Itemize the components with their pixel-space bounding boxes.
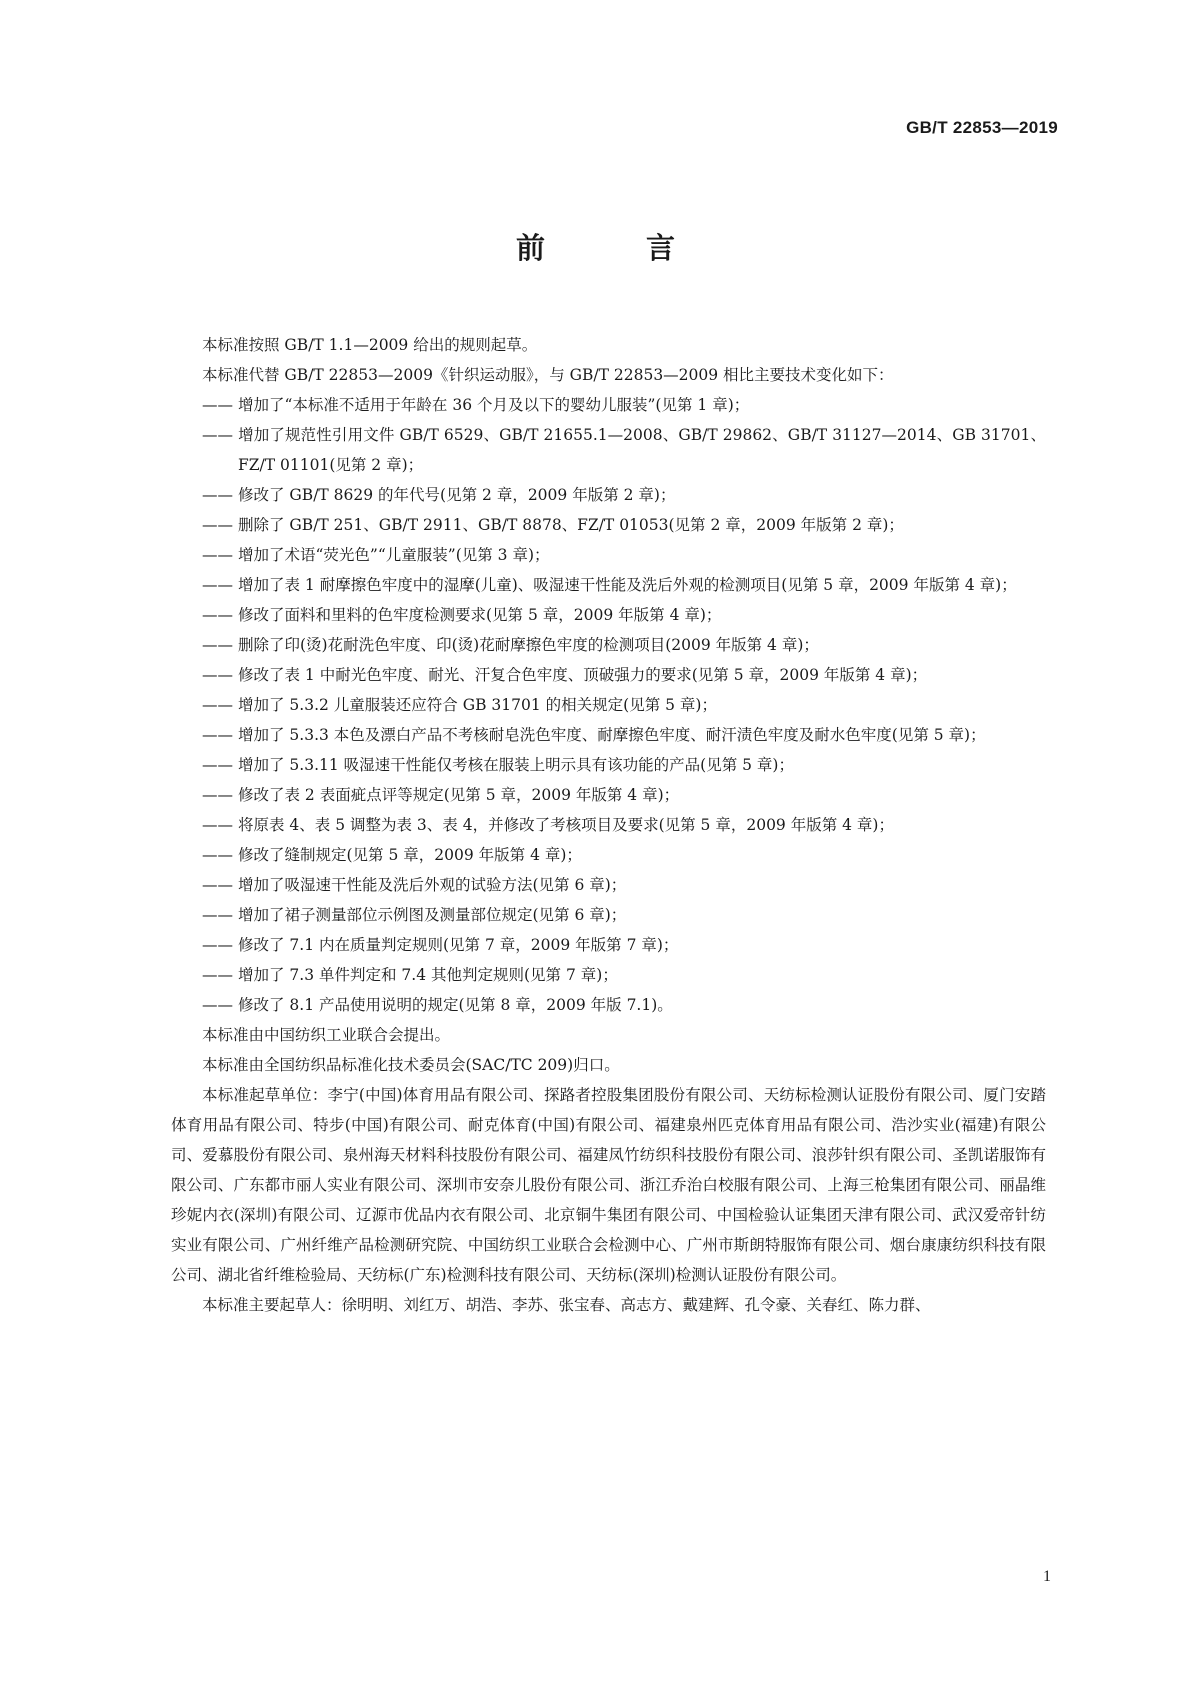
intro-paragraph: 本标准按照 GB/T 1.1—2009 给出的规则起草。 — [202, 336, 538, 354]
page-number: 1 — [1043, 1568, 1051, 1585]
list-dash: —— — [202, 576, 233, 594]
change-item-text: 修改了 GB/T 8629 的年代号(见第 2 章，2009 年版第 2 章)； — [238, 486, 676, 504]
change-item — [171, 900, 1046, 930]
change-item — [171, 390, 1046, 420]
change-item-text: 增加了术语“荧光色”“儿童服装”(见第 3 章)； — [238, 546, 550, 564]
list-dash: —— — [202, 486, 233, 504]
change-item — [171, 630, 1046, 660]
change-item-text: 修改了 7.1 内在质量判定规则(见第 7 章，2009 年版第 7 章)； — [238, 936, 679, 954]
change-item — [171, 960, 1046, 990]
change-item-text: 增加了规范性引用文件 GB/T 6529、GB/T 21655.1—2008、GB/T 29862、GB/T 31127—2014、GB 31701、FZ/T 01101(见第 2 章)； — [238, 426, 1046, 474]
change-item-text: 增加了“本标准不适用于年龄在 36 个月及以下的婴幼儿服装”(见第 1 章)； — [238, 396, 750, 414]
change-item — [171, 870, 1046, 900]
list-dash: —— — [202, 666, 233, 684]
intro-paragraph: 本标准代替 GB/T 22853—2009《针织运动服》，与 GB/T 22853—2009 相比主要技术变化如下： — [202, 366, 894, 384]
list-dash: —— — [202, 726, 233, 744]
change-item — [171, 840, 1046, 870]
list-dash: —— — [202, 756, 233, 774]
list-dash: —— — [202, 906, 233, 924]
change-item — [171, 810, 1046, 840]
change-item-text: 增加了裙子测量部位示例图及测量部位规定(见第 6 章)； — [238, 906, 627, 924]
change-item — [171, 540, 1046, 570]
change-item — [171, 750, 1046, 780]
list-dash: —— — [202, 966, 233, 984]
list-dash: —— — [202, 786, 233, 804]
change-item-text: 将原表 4、表 5 调整为表 3、表 4，并修改了考核项目及要求(见第 5 章，2009 年版第 4 章)； — [238, 816, 894, 834]
change-item-text: 修改了表 1 中耐光色牢度、耐光、汗复合色牢度、顶破强力的要求(见第 5 章，2009 年版第 4 章)； — [238, 666, 928, 684]
list-dash: —— — [202, 546, 233, 564]
list-dash: —— — [202, 936, 233, 954]
changes-list — [171, 390, 1046, 1020]
committee-paragraph: 本标准由全国纺织品标准化技术委员会(SAC/TC 209)归口。 — [202, 1056, 620, 1074]
change-item-text: 删除了印(烫)花耐洗色牢度、印(烫)花耐摩擦色牢度的检测项目(2009 年版第 4 章)； — [238, 636, 819, 654]
list-dash: —— — [202, 606, 233, 624]
change-item-text: 修改了表 2 表面疵点评等规定(见第 5 章，2009 年版第 4 章)； — [238, 786, 680, 804]
drafters-paragraph: 本标准主要起草人：徐明明、刘红万、胡浩、李苏、张宝春、高志方、戴建辉、孔令豪、关春红、陈力群、 — [202, 1296, 931, 1314]
standard-code: GB/T 22853—2019 — [906, 118, 1058, 137]
change-item-text: 增加了表 1 耐摩擦色牢度中的湿摩(儿童)、吸湿速干性能及洗后外观的检测项目(见第 5 章，2009 年版第 4 章)； — [238, 576, 1017, 594]
change-item — [171, 420, 1046, 480]
change-item — [171, 930, 1046, 960]
document-body — [171, 330, 1046, 1320]
change-item-text: 增加了 5.3.3 本色及漂白产品不考核耐皂洗色牢度、耐摩擦色牢度、耐汗渍色牢度及耐水色牢度(见第 5 章)； — [238, 726, 986, 744]
change-item-text: 增加了 5.3.11 吸湿速干性能仅考核在服装上明示具有该功能的产品(见第 5 章)； — [238, 756, 794, 774]
list-dash: —— — [202, 996, 233, 1014]
page-title: 前 言 — [515, 231, 711, 265]
list-dash: —— — [202, 396, 233, 414]
change-item — [171, 660, 1046, 690]
proposer-paragraph: 本标准由中国纺织工业联合会提出。 — [202, 1026, 451, 1044]
change-item-text: 修改了 8.1 产品使用说明的规定(见第 8 章，2009 年版 7.1)。 — [238, 996, 673, 1014]
change-item — [171, 600, 1046, 630]
change-item — [171, 510, 1046, 540]
change-item-text: 增加了 7.3 单件判定和 7.4 其他判定规则(见第 7 章)； — [238, 966, 618, 984]
list-dash: —— — [202, 636, 233, 654]
change-item — [171, 690, 1046, 720]
list-dash: —— — [202, 816, 233, 834]
drafting-units-paragraph: 本标准起草单位：李宁(中国)体育用品有限公司、探路者控股集团股份有限公司、天纺标检测认证股份有限公司、厦门安踏体育用品有限公司、特步(中国)有限公司、耐克体育(中国)有限公司、福建泉州匹克体育用品有限公司、浩沙实业(福建)有限公司、爱慕股份有限公司、泉州海天材料科技股份有限公司、福建凤竹纺织科技股份有限公司、浪莎针织有限公司、圣凯诺服饰有限公司、广东都市丽人实业有限公司、深圳市安奈儿股份有限公司、浙江乔治白校服有限公司、上海三枪集团有限公司、丽晶维珍妮内衣(深圳)有限公司、辽源市优品内衣有限公司、北京铜牛集团有限公司、中国检验认证集团天津有限公司、武汉爱帝针纺实业有限公司、广州纤维产品检测研究院、中国纺织工业联合会检测中心、广州市斯朗特服饰有限公司、烟台康康纺织科技有限公司、湖北省纤维检验局、天纺标(广东)检测科技有限公司、天纺标(深圳)检测认证股份有限公司。 — [171, 1086, 1046, 1284]
change-item-text: 修改了缝制规定(见第 5 章，2009 年版第 4 章)； — [238, 846, 582, 864]
change-item — [171, 990, 1046, 1020]
list-dash: —— — [202, 426, 233, 444]
list-dash: —— — [202, 516, 233, 534]
change-item — [171, 480, 1046, 510]
list-dash: —— — [202, 696, 233, 714]
change-item-text: 修改了面料和里料的色牢度检测要求(见第 5 章，2009 年版第 4 章)； — [238, 606, 722, 624]
change-item-text: 增加了 5.3.2 儿童服装还应符合 GB 31701 的相关规定(见第 5 章)； — [238, 696, 717, 714]
change-item-text: 增加了吸湿速干性能及洗后外观的试验方法(见第 6 章)； — [238, 876, 627, 894]
change-item-text: 删除了 GB/T 251、GB/T 2911、GB/T 8878、FZ/T 01053(见第 2 章，2009 年版第 2 章)； — [238, 516, 904, 534]
change-item — [171, 780, 1046, 810]
change-item — [171, 720, 1046, 750]
change-item — [171, 570, 1046, 600]
list-dash: —— — [202, 846, 233, 864]
list-dash: —— — [202, 876, 233, 894]
